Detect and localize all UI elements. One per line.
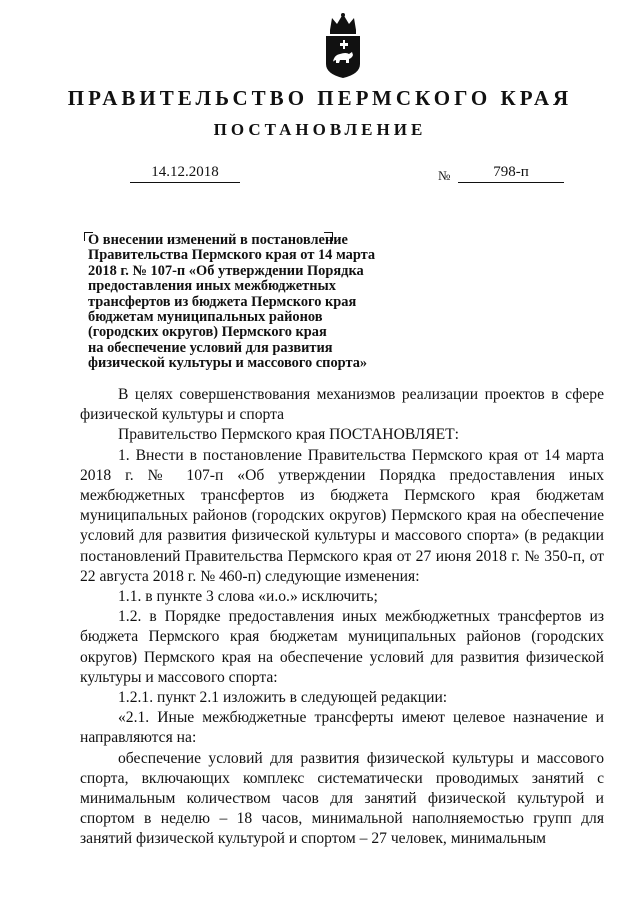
number-sign: № xyxy=(438,168,451,183)
body-paragraph: «2.1. Иные межбюджетные трансферты имеют целевое назначение и направляются на: xyxy=(80,709,604,747)
document-number: 798-п xyxy=(458,164,564,183)
subject-line: О внесении изменений в постановление xyxy=(88,232,348,248)
subject-line: предоставления иных межбюджетных xyxy=(88,278,336,295)
body-paragraph: Правительство Пермского края ПОСТАНОВЛЯЕТ: xyxy=(118,426,459,444)
body-paragraph: 1.1. в пункте 3 слова «и.о.» исключить; xyxy=(118,588,378,606)
coat-of-arms-icon xyxy=(318,10,368,80)
subject-line: трансфертов из бюджета Пермского края xyxy=(88,293,357,310)
body-paragraph: 1.2. в Порядке предоставления иных межбюджетных трансфертов из бюджета Пермского края бюджетам муниципальных районов (городских округов) Пермского края на обеспечение условий для развития физической культуры и массового спорта: xyxy=(80,608,604,686)
body-paragraph: 1.2.1. пункт 2.1 изложить в следующей редакции: xyxy=(118,689,448,707)
document-body xyxy=(80,385,604,850)
subject-line: Правительства Пермского края от 14 марта xyxy=(88,247,376,264)
document-type: ПОСТАНОВЛЕНИЕ xyxy=(213,120,427,139)
body-paragraph: обеспечение условий для развития физической культуры и массового спорта, включающих комплекс систематически проводимых занятий с минимальным количеством часов для занятий физической культурой и спортом в неделю – 18 часов, минимальной наполняемостью групп для занятий физической культурой и спортом – 27 человек, минимальным xyxy=(80,749,604,848)
subject-line: 2018 г. № 107-п «Об утверждении Порядка xyxy=(88,262,364,279)
document-date: 14.12.2018 xyxy=(130,164,240,183)
subject-line: бюджетам муниципальных районов xyxy=(88,309,323,326)
subject-line: (городских округов) Пермского края xyxy=(88,324,327,341)
document-subject xyxy=(88,233,408,372)
subject-line: на обеспечение условий для развития xyxy=(88,339,333,356)
subject-line: физической культуры и массового спорта» xyxy=(88,355,368,372)
government-title: ПРАВИТЕЛЬСТВО ПЕРМСКОГО КРАЯ xyxy=(67,86,573,110)
body-paragraph: В целях совершенствования механизмов реализации проектов в сфере физической культуры и спорта xyxy=(80,386,604,424)
body-paragraph: 1. Внести в постановление Правительства Пермского края от 14 марта 2018 г. № 107-п «Об утверждении Порядка предоставления иных межбюджетных трансфертов из бюджета Пермского края бюджетам муниципальных районов (городских округов) Пермского края на обеспечение условий для развития физической культуры и массового спорта» (в редакции постановлений Правительства Пермского края от 27 июня 2018 г. № 350-п, от 22 августа 2018 г. № 460-п) следующие изменения: xyxy=(80,446,604,585)
